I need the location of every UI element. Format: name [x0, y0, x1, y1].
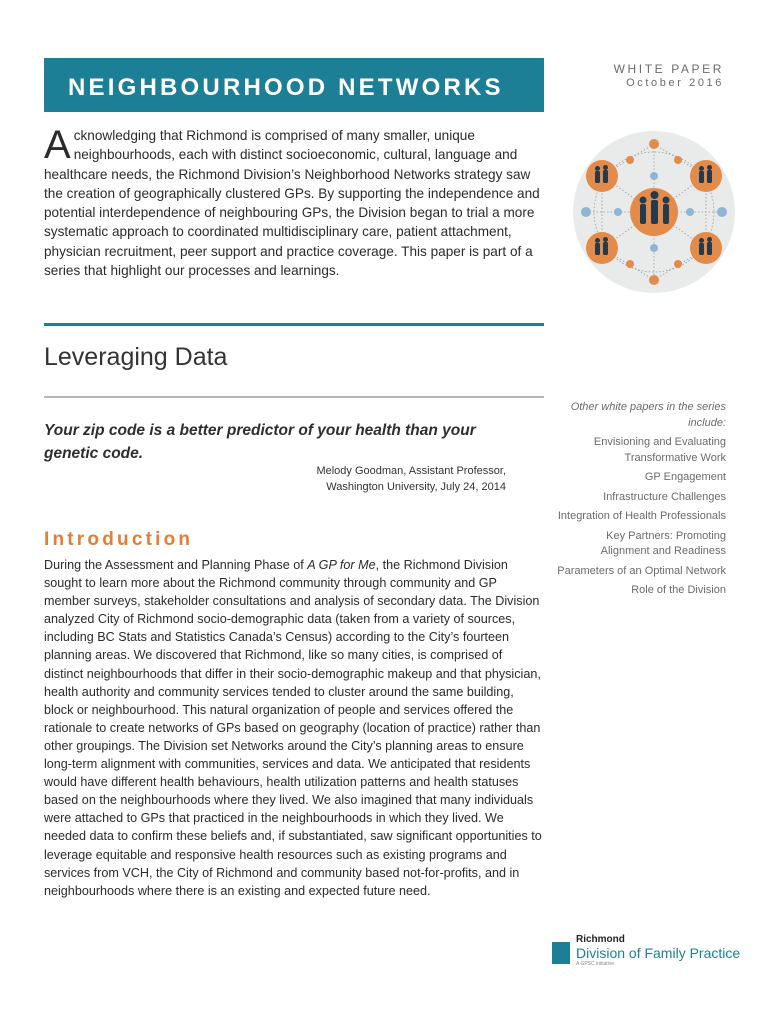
quote-attribution	[280, 463, 506, 495]
introduction-heading: Introduction	[44, 529, 194, 550]
intro-paragraph	[44, 123, 544, 280]
logo-name: Division of Family Practice	[576, 945, 741, 961]
network-diagram-illustration	[572, 130, 736, 294]
body-text-rest: , the Richmond Division sought to learn more about the Richmond community through community and GP member surveys, stakeholder consultations and analysis of secondary data. The Division analyzed City of Richmond socio-demographic data (taken from a variety of sources, including BC Stats and Statistics Canada’s Census) according to the City’s fourteen planning areas. We discovered that Richmond, like so many cities, is comprised of distinct neighbourhoods that differ in their socio-demographic makeup and that physician, health authority and community services tended to cluster around the same building, block or neighbourhood. This natural organization of people and services offered the rationale to create networks of GPs based on geography (location of practice) rather than other groupings. The Division set Networks around the City’s planning areas to ensure long-term alignment with communities, services and data. We anticipated that residents would have different health behaviours, health utilization patterns and health statuses based on the neighbourhoods where they lived. We also imagined that many individuals were attached to GPs that practiced in the neighbourhoods in which they lived. We needed data to confirm these beliefs and, if substantiated, saw significant opportunities to leverage equitable and responsive health resources such as existing programs and services from VCH, the City of Richmond and community based not-for-profits, and in neighbourhoods where there is an existing and expected future need.	[44, 558, 542, 898]
body-text-start: During the Assessment and Planning Phase of	[44, 558, 308, 572]
quote-source: Washington University, July 24, 2014	[326, 481, 506, 493]
logo-city: Richmond	[576, 934, 625, 945]
logo-mark-icon	[552, 942, 570, 964]
section-divider	[44, 323, 544, 326]
sidebar-item: Key Partners: Promoting Alignment and Readiness	[600, 529, 726, 557]
division-logo	[552, 934, 741, 968]
sidebar-item: Integration of Health Professionals	[557, 510, 726, 522]
sidebar-item: Envisioning and Evaluating Transformative Work	[593, 436, 726, 464]
program-name: A GP for Me	[307, 558, 376, 572]
intro-text: cknowledging that Richmond is comprised of many smaller, unique neighbourhoods, each with distinct socioeconomic, cultural, language and healthcare needs, the Richmond Division’s Neighborhood Networks strategy saw the creation of geographically clustered GPs. By supporting the independence and potential interdependence of neighbouring GPs, the Division began to trial a more systematic approach to coordinated multidisciplinary care, patient attachment, physician recruitment, peer support and practice coverage. This paper is part of a series that highlight our processes and learnings.	[44, 128, 540, 279]
sidebar-item: Role of the Division	[631, 584, 726, 596]
drop-cap: A	[44, 123, 71, 167]
document-date: October 2016	[626, 77, 724, 89]
logo-tagline: A GPSC initiative	[576, 961, 615, 967]
title-banner	[44, 58, 544, 112]
section-heading: Leveraging Data	[44, 343, 228, 371]
sidebar-intro: Other white papers in the series include:	[570, 401, 726, 429]
quote-author: Melody Goodman, Assistant Professor,	[316, 465, 506, 477]
pull-quote: Your zip code is a better predictor of your health than your genetic code.	[44, 422, 476, 462]
sidebar-item: GP Engagement	[644, 471, 726, 483]
introduction-body	[44, 556, 544, 900]
document-type: WHITE PAPER	[613, 62, 724, 76]
sidebar-item: Infrastructure Challenges	[603, 490, 726, 503]
related-papers-sidebar	[556, 400, 726, 603]
page-title: NEIGHBOURHOOD NETWORKS	[68, 74, 504, 101]
heading-underline	[44, 396, 544, 398]
sidebar-item: Parameters of an Optimal Network	[557, 564, 726, 577]
